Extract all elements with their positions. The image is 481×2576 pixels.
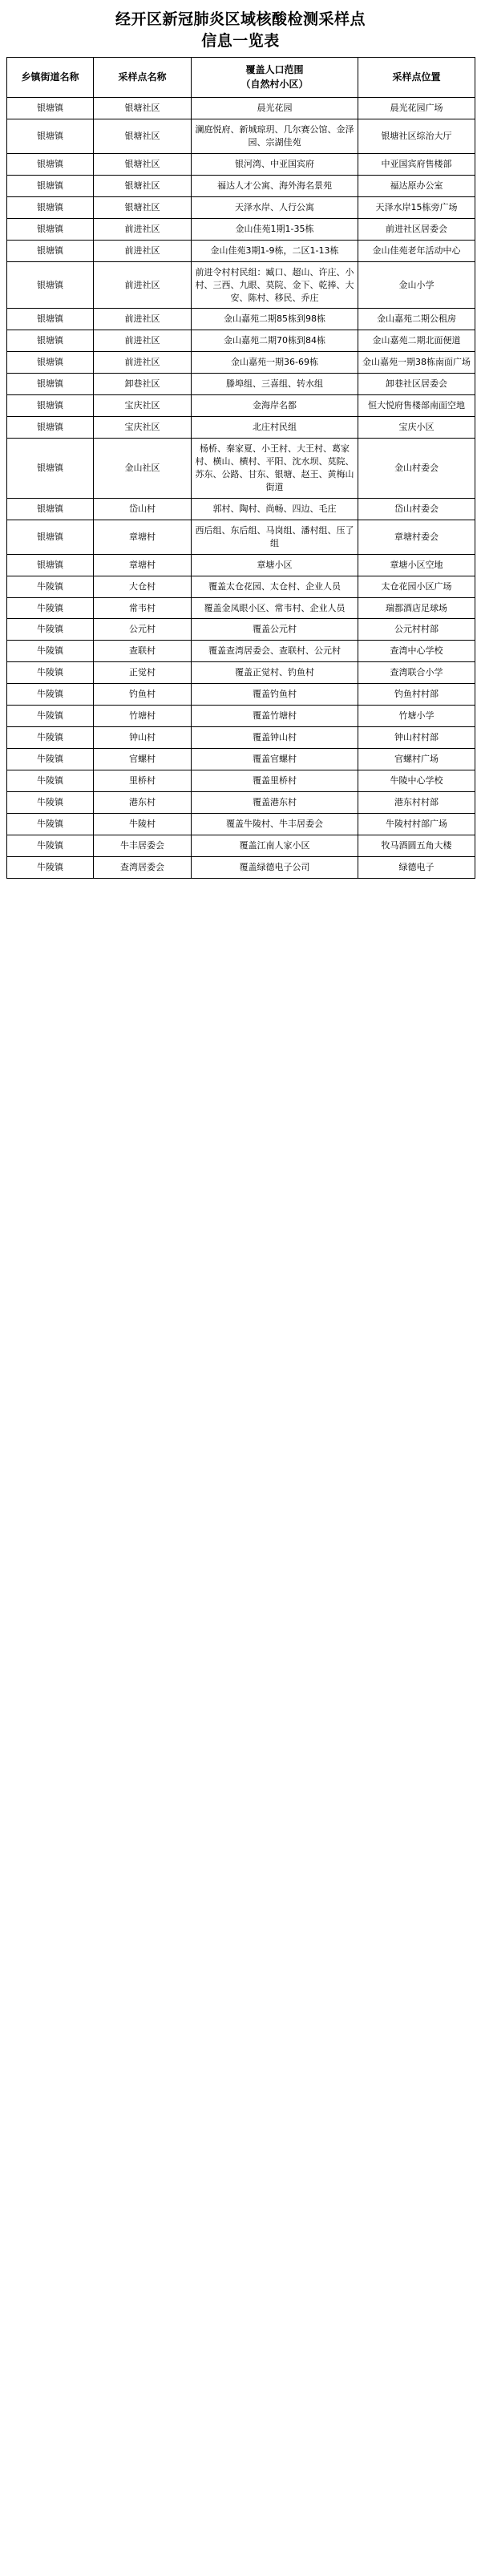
cell-location: 金山佳苑老年活动中心	[358, 240, 475, 261]
cell-site: 银塘社区	[94, 175, 192, 196]
cell-coverage: 覆盖正觉村、钓鱼村	[192, 662, 358, 684]
cell-coverage: 金山嘉苑二期85栋到98栋	[192, 309, 358, 330]
cell-town: 牛陵镇	[7, 770, 94, 792]
cell-site: 竹塘村	[94, 706, 192, 727]
cell-location: 恒大悦府售楼部南面空地	[358, 395, 475, 417]
column-header-coverage-main: 覆盖人口范围	[245, 64, 304, 76]
cell-coverage: 前进令村村民组：臧口、超山、许庄、小村、三西、九眼、莫院、金下、乾捧、大安、陈村、移民、乔庄	[192, 261, 358, 309]
table-row	[7, 417, 475, 439]
cell-location: 卸巷社区居委会	[358, 374, 475, 395]
cell-location: 章塘小区空地	[358, 554, 475, 576]
cell-town: 银塘镇	[7, 520, 94, 554]
cell-town: 牛陵镇	[7, 662, 94, 684]
table-row	[7, 706, 475, 727]
cell-site: 正觉村	[94, 662, 192, 684]
cell-site: 章塘村	[94, 520, 192, 554]
cell-location: 金山嘉苑一期38栋南面广场	[358, 352, 475, 374]
cell-site: 金山社区	[94, 439, 192, 499]
table-row	[7, 498, 475, 520]
column-header-town: 乡镇街道名称	[7, 58, 94, 98]
cell-town: 牛陵镇	[7, 791, 94, 813]
cell-site: 前进社区	[94, 240, 192, 261]
table-row	[7, 770, 475, 792]
cell-site: 岱山村	[94, 498, 192, 520]
cell-town: 牛陵镇	[7, 856, 94, 878]
table-row	[7, 395, 475, 417]
cell-coverage: 杨桥、秦家夏、小王村、大王村、葛家村、横山、横村、平阳、沈水坝、莫院、苏东、公路、甘东、银塘、赵王、黄梅山街道	[192, 439, 358, 499]
cell-town: 牛陵镇	[7, 684, 94, 706]
page-title: 经开区新冠肺炎区域核酸检测采样点	[115, 10, 366, 28]
cell-site: 前进社区	[94, 261, 192, 309]
cell-location: 公元村村部	[358, 619, 475, 641]
cell-location: 查湾中心学校	[358, 641, 475, 662]
sampling-points-table	[6, 57, 475, 878]
cell-town: 牛陵镇	[7, 835, 94, 856]
cell-site: 前进社区	[94, 218, 192, 240]
cell-town: 银塘镇	[7, 498, 94, 520]
cell-site: 宝庆社区	[94, 395, 192, 417]
cell-site: 前进社区	[94, 352, 192, 374]
document-page	[0, 0, 481, 887]
cell-location: 牛陵村村部广场	[358, 813, 475, 835]
cell-site: 银塘社区	[94, 196, 192, 218]
table-row	[7, 554, 475, 576]
table-row	[7, 813, 475, 835]
cell-site: 前进社区	[94, 309, 192, 330]
cell-coverage: 滕埠组、三喜组、转水组	[192, 374, 358, 395]
cell-coverage: 西后组、东后组、马岗组、潘村组、压了组	[192, 520, 358, 554]
cell-coverage: 覆盖金凤眼小区、常韦村、企业人员	[192, 597, 358, 619]
cell-location: 福达原办公室	[358, 175, 475, 196]
cell-coverage: 金海岸名都	[192, 395, 358, 417]
cell-town: 银塘镇	[7, 261, 94, 309]
table-row	[7, 261, 475, 309]
cell-coverage: 天泽水岸、人行公寓	[192, 196, 358, 218]
cell-location: 竹塘小学	[358, 706, 475, 727]
cell-location: 钟山村村部	[358, 727, 475, 749]
cell-coverage: 覆盖绿德电子公司	[192, 856, 358, 878]
cell-site: 牛丰居委会	[94, 835, 192, 856]
cell-coverage: 福达人才公寓、海外海名景苑	[192, 175, 358, 196]
cell-town: 银塘镇	[7, 240, 94, 261]
column-header-coverage-note: （自然村小区）	[240, 78, 309, 90]
table-header-row	[7, 58, 475, 98]
cell-site: 大仓村	[94, 576, 192, 597]
cell-coverage: 覆盖钓鱼村	[192, 684, 358, 706]
table-row	[7, 175, 475, 196]
cell-location: 中亚国宾府售楼部	[358, 153, 475, 175]
cell-coverage: 晨光花园	[192, 98, 358, 119]
cell-site: 官螺村	[94, 749, 192, 770]
cell-town: 银塘镇	[7, 175, 94, 196]
cell-location: 金山村委会	[358, 439, 475, 499]
cell-site: 卸巷社区	[94, 374, 192, 395]
cell-location: 牧马酒圆五角大楼	[358, 835, 475, 856]
cell-town: 牛陵镇	[7, 597, 94, 619]
cell-location: 官螺村广场	[358, 749, 475, 770]
table-row	[7, 684, 475, 706]
table-row	[7, 749, 475, 770]
cell-location: 宝庆小区	[358, 417, 475, 439]
table-row	[7, 352, 475, 374]
cell-coverage: 郭村、陶村、尚畅、四边、毛庄	[192, 498, 358, 520]
cell-coverage: 章塘小区	[192, 554, 358, 576]
column-header-site: 采样点名称	[94, 58, 192, 98]
cell-coverage: 覆盖官螺村	[192, 749, 358, 770]
cell-site: 章塘村	[94, 554, 192, 576]
cell-site: 公元村	[94, 619, 192, 641]
cell-town: 牛陵镇	[7, 619, 94, 641]
cell-site: 常韦村	[94, 597, 192, 619]
table-row	[7, 597, 475, 619]
cell-town: 牛陵镇	[7, 641, 94, 662]
cell-location: 查湾联合小学	[358, 662, 475, 684]
table-row	[7, 98, 475, 119]
cell-coverage: 金山嘉苑一期36-69栋	[192, 352, 358, 374]
cell-coverage: 北庄村民组	[192, 417, 358, 439]
table-row	[7, 791, 475, 813]
cell-town: 银塘镇	[7, 374, 94, 395]
cell-coverage: 覆盖竹塘村	[192, 706, 358, 727]
cell-coverage: 金山佳苑1期1-35栋	[192, 218, 358, 240]
table-row	[7, 330, 475, 352]
cell-town: 银塘镇	[7, 417, 94, 439]
cell-site: 港东村	[94, 791, 192, 813]
cell-coverage: 覆盖公元村	[192, 619, 358, 641]
cell-town: 银塘镇	[7, 119, 94, 154]
table-row	[7, 576, 475, 597]
cell-town: 银塘镇	[7, 439, 94, 499]
table-row	[7, 218, 475, 240]
cell-site: 银塘社区	[94, 119, 192, 154]
cell-location: 银塘社区综治大厅	[358, 119, 475, 154]
cell-location: 金山嘉苑二期公租房	[358, 309, 475, 330]
cell-location: 牛陵中心学校	[358, 770, 475, 792]
cell-site: 牛陵村	[94, 813, 192, 835]
table-row	[7, 641, 475, 662]
cell-coverage: 澜庭悦府、新城琼玥、几尔赛公馆、金泽园、宗湖佳苑	[192, 119, 358, 154]
cell-town: 银塘镇	[7, 98, 94, 119]
cell-coverage: 金山嘉苑二期70栋到84栋	[192, 330, 358, 352]
table-row	[7, 662, 475, 684]
cell-coverage: 金山佳苑3期1-9栋，二区1-13栋	[192, 240, 358, 261]
cell-town: 银塘镇	[7, 330, 94, 352]
table-row	[7, 196, 475, 218]
cell-location: 前进社区居委会	[358, 218, 475, 240]
cell-location: 太仓花园小区广场	[358, 576, 475, 597]
cell-site: 前进社区	[94, 330, 192, 352]
table-row	[7, 309, 475, 330]
cell-location: 天泽水岸15栋旁广场	[358, 196, 475, 218]
cell-location: 金山嘉苑二期北面便道	[358, 330, 475, 352]
cell-site: 银塘社区	[94, 98, 192, 119]
cell-location: 瑞都酒店足球场	[358, 597, 475, 619]
cell-town: 银塘镇	[7, 153, 94, 175]
table-row	[7, 374, 475, 395]
cell-location: 金山小学	[358, 261, 475, 309]
cell-site: 银塘社区	[94, 153, 192, 175]
cell-site: 宝庆社区	[94, 417, 192, 439]
cell-town: 牛陵镇	[7, 576, 94, 597]
table-row	[7, 856, 475, 878]
cell-town: 银塘镇	[7, 352, 94, 374]
cell-town: 牛陵镇	[7, 727, 94, 749]
cell-town: 牛陵镇	[7, 706, 94, 727]
cell-coverage: 覆盖太仓花园、太仓村、企业人员	[192, 576, 358, 597]
cell-coverage: 覆盖里桥村	[192, 770, 358, 792]
page-subtitle: 信息一览表	[201, 31, 280, 50]
cell-location: 钓鱼村村部	[358, 684, 475, 706]
cell-location: 晨光花园广场	[358, 98, 475, 119]
cell-location: 绿德电子	[358, 856, 475, 878]
table-row	[7, 727, 475, 749]
cell-town: 银塘镇	[7, 554, 94, 576]
cell-town: 银塘镇	[7, 309, 94, 330]
column-header-location: 采样点位置	[358, 58, 475, 98]
cell-site: 钓鱼村	[94, 684, 192, 706]
cell-coverage: 覆盖牛陵村、牛丰居委会	[192, 813, 358, 835]
cell-town: 牛陵镇	[7, 813, 94, 835]
table-row	[7, 439, 475, 499]
table-row	[7, 240, 475, 261]
cell-town: 银塘镇	[7, 218, 94, 240]
table-body	[7, 98, 475, 879]
table-row	[7, 835, 475, 856]
cell-location: 港东村村部	[358, 791, 475, 813]
table-row	[7, 520, 475, 554]
cell-site: 查湾居委会	[94, 856, 192, 878]
cell-coverage: 覆盖江南人家小区	[192, 835, 358, 856]
cell-coverage: 覆盖查湾居委会、查联村、公元村	[192, 641, 358, 662]
cell-coverage: 覆盖港东村	[192, 791, 358, 813]
table-row	[7, 119, 475, 154]
cell-site: 里桥村	[94, 770, 192, 792]
column-header-coverage	[192, 58, 358, 98]
cell-location: 岱山村委会	[358, 498, 475, 520]
cell-site: 钟山村	[94, 727, 192, 749]
cell-coverage: 覆盖钟山村	[192, 727, 358, 749]
cell-location: 章塘村委会	[358, 520, 475, 554]
cell-town: 牛陵镇	[7, 749, 94, 770]
table-row	[7, 619, 475, 641]
table-row	[7, 153, 475, 175]
cell-coverage: 银河湾、中亚国宾府	[192, 153, 358, 175]
cell-site: 查联村	[94, 641, 192, 662]
cell-town: 银塘镇	[7, 196, 94, 218]
cell-town: 银塘镇	[7, 395, 94, 417]
